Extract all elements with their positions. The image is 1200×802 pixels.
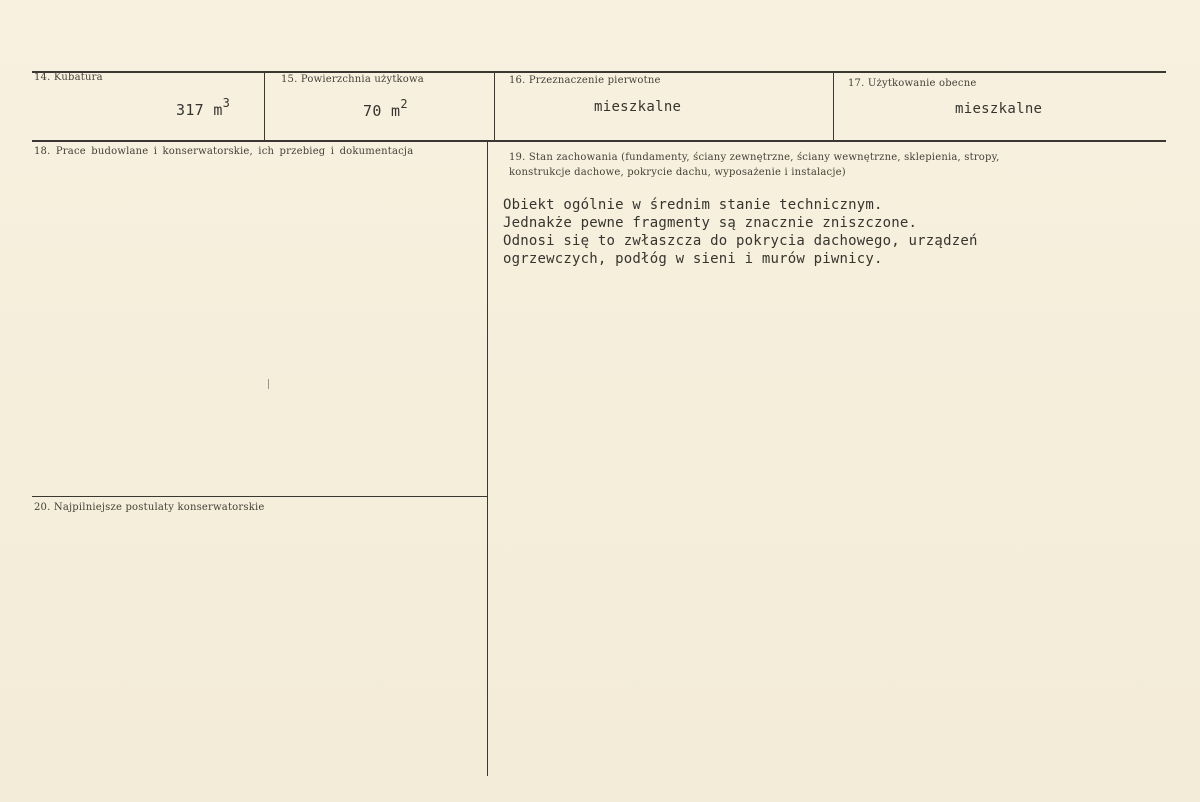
field-14-exponent: 3: [222, 96, 231, 110]
faint-tick-mark: [268, 379, 269, 389]
column-rule-16-17: [833, 72, 834, 140]
field-15-exponent: 2: [400, 97, 408, 111]
field-19-label-line1: 19. Stan zachowania (fundamenty, ściany zewnętrzne, ściany wewnętrzne, sklepienia, stropy,: [509, 152, 1000, 163]
field-19-text-line: Jednakże pewne fragmenty są znacznie zniszczone.: [503, 215, 918, 231]
field-14-label: 14. Kubatura: [34, 72, 103, 83]
field-15-value: [363, 99, 408, 120]
field-19-text-line: Odnosi się to zwłaszcza do pokrycia dachowego, urządzeń: [503, 233, 978, 249]
top-rule: [32, 71, 1166, 73]
field-15-number: 70 m: [363, 102, 401, 120]
field-15-label: 15. Powierzchnia użytkowa: [281, 74, 424, 85]
field-19-label-line2: konstrukcje dachowe, pokrycie dachu, wyposażenie i instalacje): [509, 167, 846, 178]
field-16-value: mieszkalne: [594, 99, 682, 115]
field-19-text-line: Obiekt ogólnie w średnim stanie technicznym.: [503, 197, 883, 213]
field-17-value: mieszkalne: [955, 101, 1043, 117]
column-rule-14-15: [264, 72, 265, 140]
field-20-label: 20. Najpilniejsze postulaty konserwatorskie: [34, 502, 265, 513]
field-14-number: 317 m: [176, 101, 223, 119]
field-14-value: [176, 98, 230, 119]
field-17-label: 17. Użytkowanie obecne: [848, 78, 977, 89]
row-divider-rule: [32, 140, 1166, 142]
column-rule-15-16: [494, 72, 495, 140]
field-19-text-line: ogrzewczych, podłóg w sieni i murów piwnicy.: [503, 251, 883, 267]
field-19-text: [503, 196, 978, 268]
column-rule-main: [487, 142, 488, 776]
field-16-label: 16. Przeznaczenie pierwotne: [509, 75, 661, 86]
field-18-label: 18. Prace budowlane i konserwatorskie, ich przebieg i dokumentacja: [34, 146, 414, 157]
section-20-rule: [32, 496, 488, 497]
